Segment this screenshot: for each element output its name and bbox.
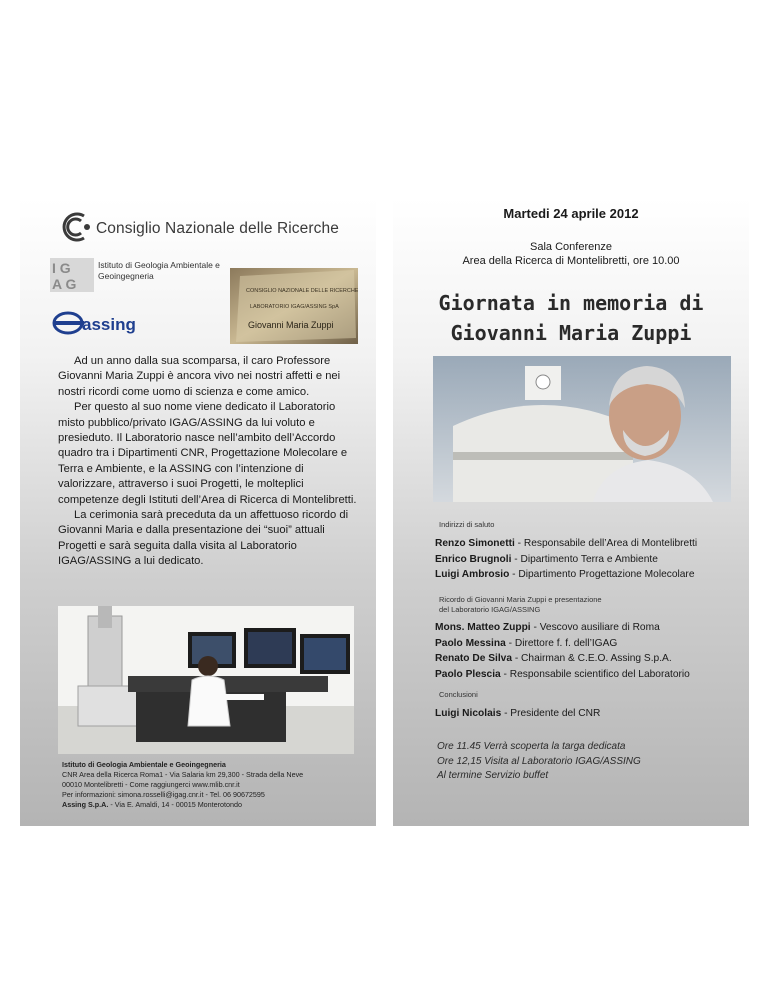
speaker-name: Paolo Plescia bbox=[435, 668, 501, 680]
schedule-item: Ore 12,15 Visita al Laboratorio IGAG/ASSING bbox=[437, 755, 641, 767]
list-item bbox=[435, 667, 690, 683]
conclusions-label: Conclusioni bbox=[439, 690, 478, 699]
sign-text-1: CONSIGLIO NAZIONALE DELLE RICERCHE bbox=[246, 288, 358, 294]
event-title bbox=[393, 288, 749, 348]
intro-paragraph-1: Ad un anno dalla sua scomparsa, il caro Professore Giovanni Maria Zuppi è ancora vivo nei nostri affetti e nei nostri ricordi come uomo di scienza e come amico. bbox=[58, 355, 341, 398]
memory-label-line-2: del Laboratorio IGAG/ASSING bbox=[439, 605, 541, 614]
greetings-label: Indirizzi di saluto bbox=[439, 520, 495, 529]
speaker-name: Luigi Ambrosio bbox=[435, 569, 510, 580]
memory-list bbox=[435, 620, 690, 682]
memory-label-line-1: Ricordo di Giovanni Maria Zuppi e presentazione bbox=[439, 595, 602, 604]
sign-text-3: Giovanni Maria Zuppi bbox=[248, 320, 334, 330]
contact-info bbox=[62, 760, 362, 810]
event-title-line-1: Giornata in memoria di bbox=[438, 291, 704, 315]
schedule-item: Ore 11.45 Verrà scoperta la targa dedicata bbox=[437, 741, 626, 752]
footer-org: Istituto di Geologia Ambientale e Geoingegneria bbox=[62, 760, 226, 769]
intro-paragraph-3: La cerimonia sarà preceduta da un affettuoso ricordo di Giovanni Maria e dalla presentazione dei “suoi” attuali Progetti e sarà seguita dalla visita al Laboratorio IGAG/ASSING a lui dedicato. bbox=[58, 509, 349, 568]
speaker-role: - Vescovo ausiliare di Roma bbox=[530, 622, 660, 633]
speaker-role: - Dipartimento Progettazione Molecolare bbox=[509, 569, 695, 580]
schedule-item: Al termine Servizio buffet bbox=[437, 770, 549, 781]
cnr-logo bbox=[54, 212, 94, 242]
left-flyer-panel bbox=[20, 198, 376, 826]
igag-logo bbox=[50, 258, 94, 292]
laboratory-sign-photo bbox=[230, 268, 358, 344]
speaker-role: - Responsabile scientifico del Laboratorio bbox=[500, 668, 690, 680]
list-item bbox=[435, 620, 690, 636]
list-item bbox=[435, 636, 690, 652]
footer-company-address: - Via E. Amaldi, 14 - 00015 Monterotondo bbox=[108, 800, 243, 809]
speaker-name: Paolo Messina bbox=[435, 637, 506, 649]
intro-text bbox=[58, 354, 358, 570]
speaker-name: Renato De Silva bbox=[435, 653, 512, 664]
speaker-name: Renzo Simonetti bbox=[435, 538, 515, 549]
assing-logo-text: assing bbox=[82, 315, 136, 334]
list-item bbox=[435, 536, 697, 552]
greetings-list bbox=[435, 536, 697, 583]
igag-logo-text-top: I G bbox=[52, 260, 71, 276]
speaker-name: Mons. Matteo Zuppi bbox=[435, 622, 531, 633]
assing-logo bbox=[52, 310, 148, 336]
event-title-line-2: Giovanni Maria Zuppi bbox=[450, 321, 692, 345]
igag-name: Istituto di Geologia Ambientale e Geoingegneria bbox=[98, 260, 220, 281]
portrait-photo bbox=[433, 356, 731, 502]
speaker-role: - Chairman & C.E.O. Assing S.p.A. bbox=[512, 653, 672, 664]
speaker-role: - Responsabile dell’Area di Montelibretti bbox=[514, 538, 698, 549]
venue-room: Sala Conferenze bbox=[530, 241, 612, 253]
list-item bbox=[435, 706, 600, 722]
list-item bbox=[435, 651, 690, 667]
speaker-name: Enrico Brugnoli bbox=[435, 553, 512, 565]
speaker-name: Luigi Nicolais bbox=[435, 708, 502, 719]
footer-company: Assing S.p.A. bbox=[62, 800, 109, 809]
sign-text-2: LABORATORIO IGAG/ASSING SpA bbox=[250, 304, 339, 310]
footer-line-2: 00010 Montelibretti - Come raggiungerci www.mlib.cnr.it bbox=[62, 780, 240, 789]
footer-line-3: Per informazioni: simona.rosselli@igag.cnr.it - Tel. 06 90672595 bbox=[62, 790, 265, 799]
footer-line-1: CNR Area della Ricerca Roma1 - Via Salaria km 29,300 - Strada della Neve bbox=[62, 770, 304, 779]
cnr-name: Consiglio Nazionale delle Ricerche bbox=[96, 220, 339, 237]
right-flyer-panel bbox=[393, 198, 749, 826]
event-date: Martedi 24 aprile 2012 bbox=[503, 206, 639, 221]
conclusions-list bbox=[435, 706, 600, 722]
list-item bbox=[435, 567, 697, 583]
laboratory-photo bbox=[58, 606, 354, 754]
speaker-role: - Presidente del CNR bbox=[501, 708, 601, 719]
list-item bbox=[435, 552, 697, 568]
speaker-role: - Direttore f. f. dell’IGAG bbox=[505, 637, 618, 649]
memory-label bbox=[439, 595, 602, 615]
event-venue bbox=[393, 240, 749, 268]
event-schedule bbox=[437, 740, 641, 784]
speaker-role: - Dipartimento Terra e Ambiente bbox=[511, 553, 658, 565]
intro-paragraph-2: Per questo al suo nome viene dedicato il Laboratorio misto pubblico/privato IGAG/ASSING da lui voluto e presieduto. Il Laboratorio nasce nell’ambito dell’Accordo quadro tra i Dipartimenti CNR, Progettazione Molecolare e Terra e Ambiente, e la ASSING con l’intenzione di valorizzare, attraverso i suoi Progetti, le molteplici competenze degli Istituti dell’Area di Ricerca di Montelibretti. bbox=[58, 401, 357, 506]
venue-location-time: Area della Ricerca di Montelibretti, ore 10.00 bbox=[462, 255, 680, 267]
igag-logo-text-bottom: A G bbox=[52, 276, 77, 292]
